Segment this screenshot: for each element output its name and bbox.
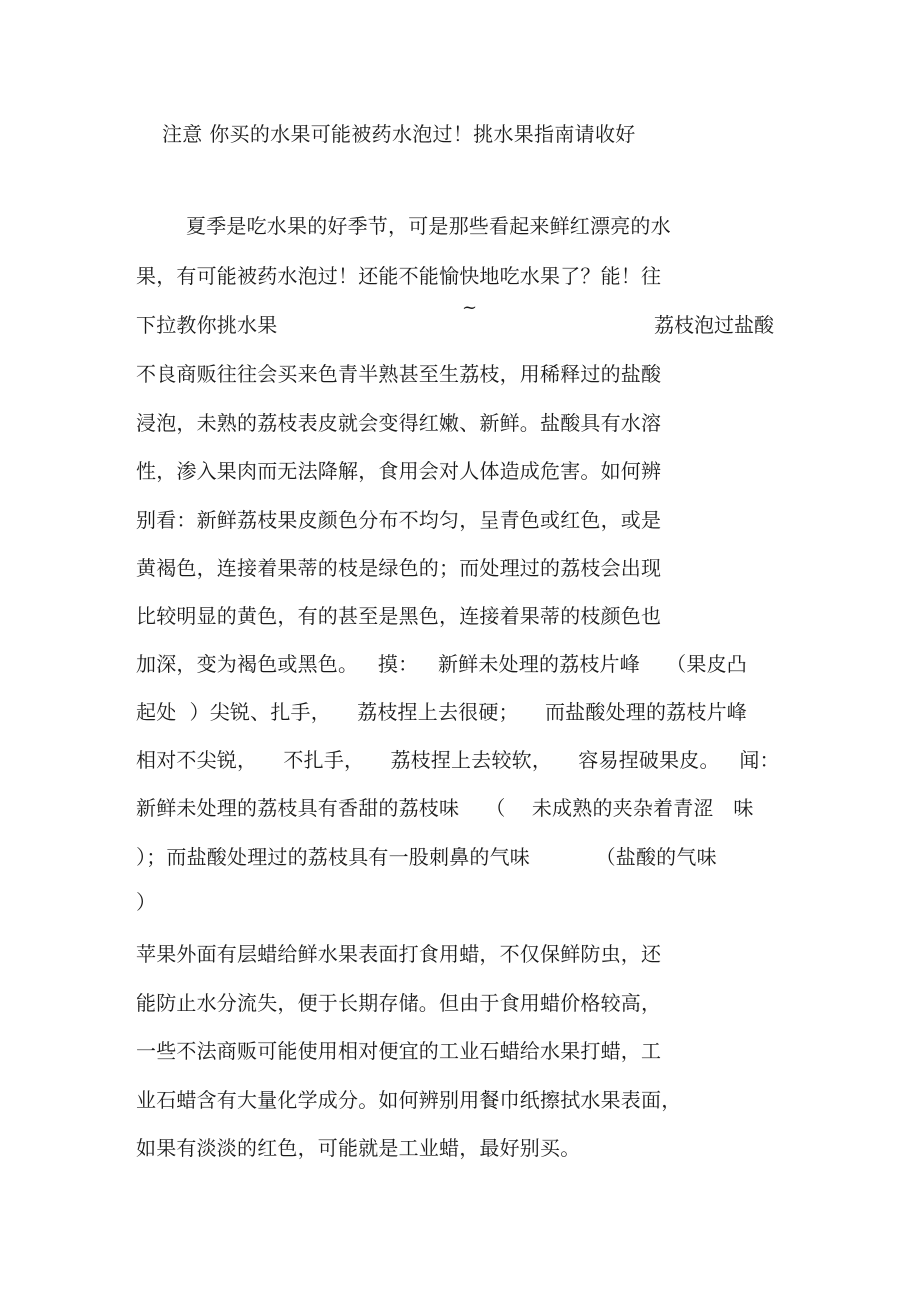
intro-line: 下拉教你挑水果 <box>136 313 278 337</box>
paragraph-line: 不良商贩往往会买来色青半熟甚至生荔枝，用稀释过的盐酸 <box>136 362 662 386</box>
paragraph-line: 起处 ）尖锐、扎手， 荔枝捏上去很硬； 而盐酸处理的荔枝片峰 <box>136 700 747 724</box>
tilde-mark: ~ <box>462 297 478 318</box>
paragraph-line: 苹果外面有层蜡给鲜水果表面打食用蜡，不仅保鲜防虫，还 <box>136 942 662 966</box>
paragraph-line: 新鲜未处理的荔枝具有香甜的荔枝味 （ 未成熟的夹杂着青涩 味 <box>136 796 754 820</box>
section-heading-litchi: 荔枝泡过盐酸 <box>654 313 774 337</box>
paragraph-line: 比较明显的黄色，有的甚至是黑色，连接着果蒂的枝颜色也 <box>136 604 662 628</box>
paragraph-line: 一些不法商贩可能使用相对便宜的工业石蜡给水果打蜡，工 <box>136 1039 662 1063</box>
paragraph-line: ） <box>136 890 157 914</box>
document-title: 注意 你买的水果可能被药水泡过！挑水果指南请收好 <box>162 122 636 146</box>
paragraph-line: 业石蜡含有大量化学成分。如何辨别用餐巾纸擦拭水果表面， <box>136 1088 682 1112</box>
paragraph-line: 性，渗入果肉而无法降解，食用会对人体造成危害。如何辨 <box>136 459 662 483</box>
paragraph-line: 能防止水分流失，便于长期存储。但由于食用蜡价格较高， <box>136 991 662 1015</box>
paragraph-line: 黄褐色，连接着果蒂的枝是绿色的；而处理过的荔枝会出现 <box>136 556 662 580</box>
paragraph-line: 别看：新鲜荔枝果皮颜色分布不均匀，呈青色或红色，或是 <box>136 508 662 532</box>
paragraph-line: 浸泡，未熟的荔枝表皮就会变得红嫩、新鲜。盐酸具有水溶 <box>136 411 662 435</box>
paragraph-line: 相对不尖锐， 不扎手， 荔枝捏上去较软， 容易捏破果皮。 闻： <box>136 748 780 772</box>
intro-line: 果，有可能被药水泡过！还能不能愉快地吃水果了？能！往 <box>136 264 662 288</box>
intro-line: 夏季是吃水果的好季节，可是那些看起来鲜红漂亮的水 <box>186 214 671 238</box>
paragraph-line: 如果有淡淡的红色，可能就是工业蜡，最好别买。 <box>136 1136 581 1160</box>
paragraph-line: 加深，变为褐色或黑色。 摸： 新鲜未处理的荔枝片峰 （果皮凸 <box>136 652 747 676</box>
paragraph-line: ）；而盐酸处理过的荔枝具有一股刺鼻的气味 （盐酸的气味 <box>136 845 717 869</box>
